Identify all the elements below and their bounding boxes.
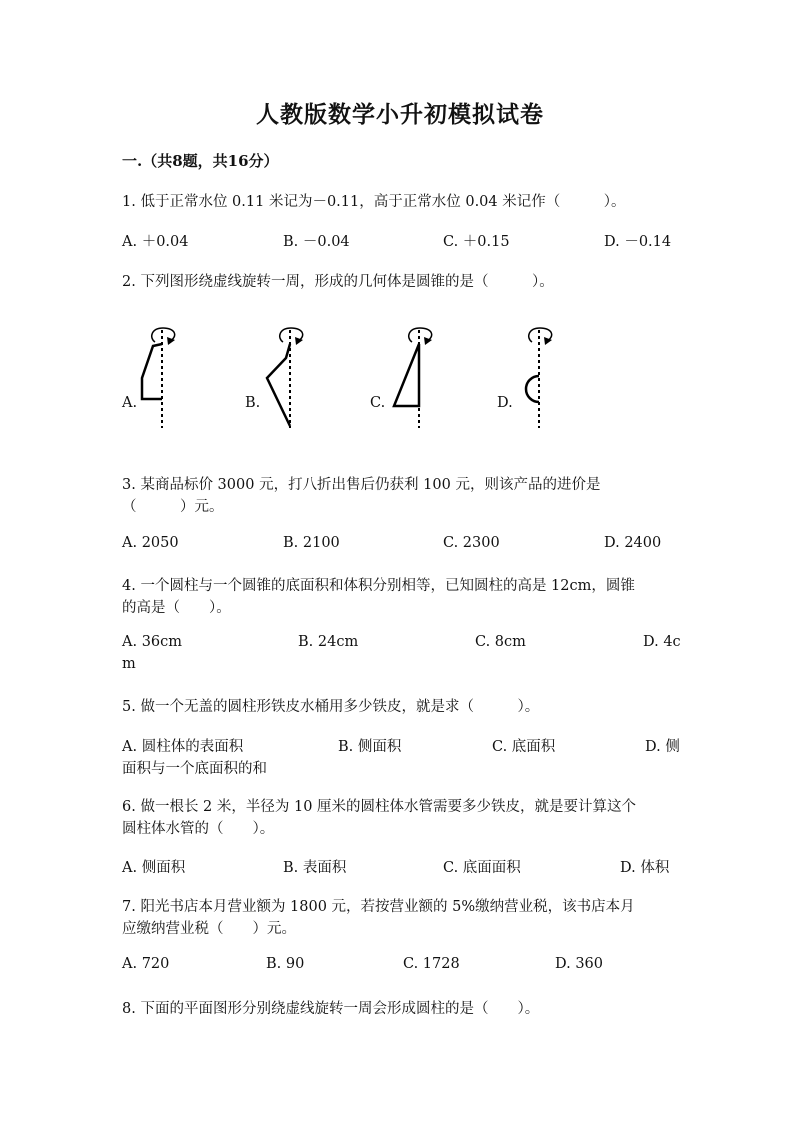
question-7-option-c[interactable]: C. 1728 (403, 956, 460, 972)
question-6-option-a[interactable]: A. 侧面积 (122, 860, 186, 876)
figure-b-label: B. (245, 395, 261, 411)
question-4-option-d[interactable]: D. 4c (643, 634, 681, 650)
question-5-option-a[interactable]: A. 圆柱体的表面积 (122, 739, 244, 755)
question-1-text: 1. 低于正常水位 0.11 米记为－0.11，高于正常水位 0.04 米记作（ ）。 (122, 194, 626, 210)
question-1-option-b[interactable]: B. －0.04 (283, 234, 350, 250)
question-5-text: 5. 做一个无盖的圆柱形铁皮水桶用多少铁皮，就是求（ ）。 (122, 699, 540, 715)
question-1-option-d[interactable]: D. －0.14 (604, 234, 672, 250)
question-3-option-d[interactable]: D. 2400 (604, 535, 662, 551)
question-2-text: 2. 下列图形绕虚线旋转一周，形成的几何体是圆锥的是（ ）。 (122, 274, 554, 290)
shape-outline-a (142, 344, 162, 399)
question-7-line-2: 应缴纳营业税（ ）元。 (122, 921, 296, 937)
question-4-option-a[interactable]: A. 36cm (122, 634, 183, 650)
shape-outline-b (267, 344, 290, 426)
figure-c[interactable] (390, 322, 450, 432)
question-4-option-c[interactable]: C. 8cm (475, 634, 526, 650)
question-3-option-b[interactable]: B. 2100 (283, 535, 340, 551)
figure-d[interactable] (513, 322, 573, 432)
question-5-option-d-wrap: 面积与一个底面积的和 (122, 761, 267, 777)
question-3-line-1: 3. 某商品标价 3000 元，打八折出售后仍获利 100 元，则该产品的进价是 (122, 477, 601, 493)
question-1-option-a[interactable]: A. ＋0.04 (122, 234, 189, 250)
question-6-line-2: 圆柱体水管的（ ）。 (122, 821, 275, 837)
figure-c-label: C. (370, 395, 386, 411)
question-6-line-1: 6. 做一根长 2 米，半径为 10 厘米的圆柱体水管需要多少铁皮，就是要计算这个 (122, 799, 637, 815)
figure-b[interactable] (262, 322, 322, 432)
question-4-option-d-wrap: m (122, 656, 136, 672)
figure-a[interactable] (135, 322, 195, 432)
figure-a-label: A. (122, 395, 138, 411)
question-6-option-d[interactable]: D. 体积 (620, 860, 670, 876)
shape-outline-c (394, 344, 419, 406)
question-5-option-d[interactable]: D. 侧 (645, 739, 680, 755)
question-3-option-c[interactable]: C. 2300 (443, 535, 500, 551)
question-6-option-b[interactable]: B. 表面积 (283, 860, 347, 876)
question-7-option-a[interactable]: A. 720 (122, 956, 170, 972)
question-8-text: 8. 下面的平面图形分别绕虚线旋转一周会形成圆柱的是（ ）。 (122, 1001, 540, 1017)
question-7-line-1: 7. 阳光书店本月营业额为 1800 元，若按营业额的 5%缴纳营业税，该书店本月 (122, 899, 635, 915)
question-4-option-b[interactable]: B. 24cm (298, 634, 359, 650)
page-title: 人教版数学小升初模拟试卷 (256, 101, 544, 128)
shape-outline-d (526, 376, 539, 402)
question-3-line-2: （ ）元。 (122, 499, 224, 515)
figure-d-label: D. (497, 395, 513, 411)
question-1-option-c[interactable]: C. ＋0.15 (443, 234, 510, 250)
section-heading: 一.（共8题，共16分） (122, 152, 279, 170)
question-7-option-d[interactable]: D. 360 (555, 956, 604, 972)
question-6-option-c[interactable]: C. 底面面积 (443, 860, 521, 876)
question-5-option-c[interactable]: C. 底面积 (492, 739, 556, 755)
question-5-option-b[interactable]: B. 侧面积 (338, 739, 402, 755)
question-4-line-2: 的高是（ ）。 (122, 600, 231, 616)
question-3-option-a[interactable]: A. 2050 (122, 535, 179, 551)
question-7-option-b[interactable]: B. 90 (266, 956, 305, 972)
question-4-line-1: 4. 一个圆柱与一个圆锥的底面积和体积分别相等，已知圆柱的高是 12cm，圆锥 (122, 578, 635, 594)
